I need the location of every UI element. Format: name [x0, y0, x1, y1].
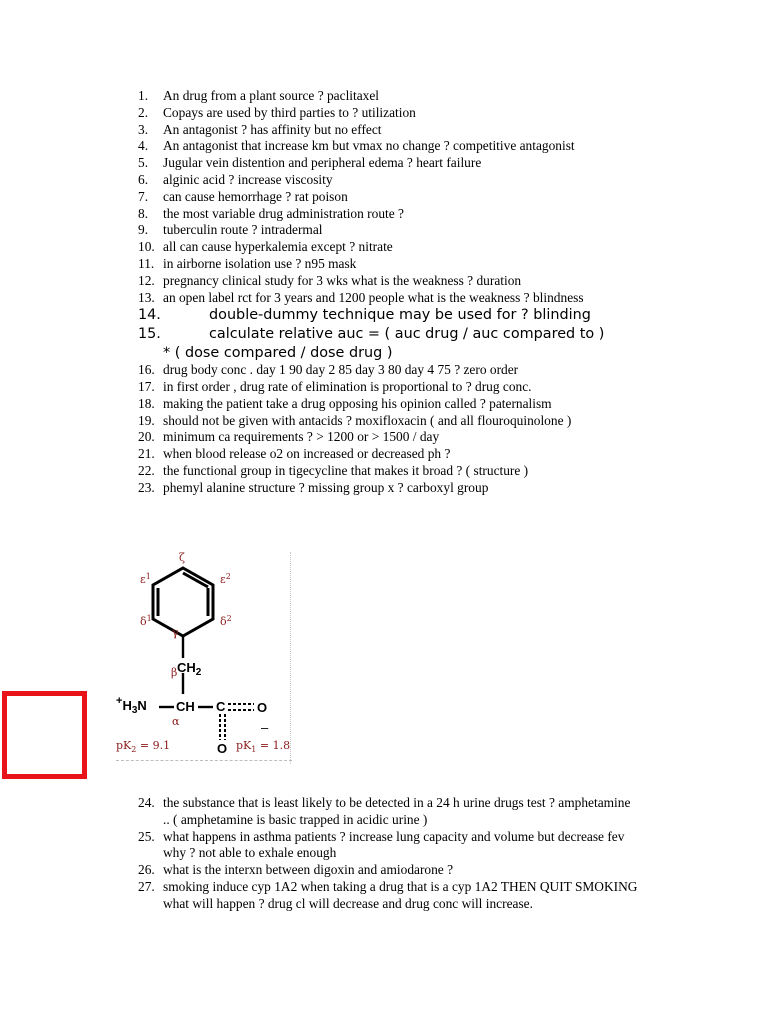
list-item: 25. what happens in asthma patients ? increase lung capacity and volume but decrease fev why ? not able to exhale enough — [138, 828, 625, 861]
list-item: 16. drug body conc . day 1 90 day 2 85 day 3 80 day 4 75 ? zero order — [138, 362, 519, 378]
list-item: 10. all can cause hyperkalemia except ? nitrate — [138, 239, 393, 255]
list-item: 6. alginic acid ? increase viscosity — [138, 171, 333, 187]
o-bottom-label: O — [217, 741, 228, 756]
list-item: 8. the most variable drug administration route ? — [138, 205, 404, 221]
list-item: 1. An drug from a plant source ? paclitaxel — [138, 88, 380, 103]
list-item: 13. an open label rct for 3 years and 1200 people what is the weakness ? blindness — [138, 289, 584, 305]
minus-charge: – — [261, 720, 269, 735]
epsilon1-label: $\varepsilon^1$ — [140, 572, 151, 586]
c-label: C — [216, 699, 226, 714]
beta-label: β — [171, 666, 178, 679]
delta1-label: $\delta^1$ — [140, 614, 152, 628]
delta2-label: $\delta^2$ — [220, 614, 232, 628]
list-item: 20. minimum ca requirements ? > 1200 or > 1500 / day — [138, 429, 440, 445]
question-list-bottom — [138, 795, 638, 913]
list-item: 23. phemyl alanine structure ? missing group x ? carboxyl group — [138, 479, 489, 495]
epsilon2-label: $\varepsilon^2$ — [220, 572, 231, 586]
structure-drawing — [110, 548, 294, 766]
red-highlight-box — [2, 691, 87, 779]
ring-hexagon — [153, 568, 213, 636]
list-item: 11. in airborne isolation use ? n95 mask — [138, 255, 357, 271]
phenylalanine-structure — [110, 548, 294, 766]
list-item-sans: 14. double-dummy technique may be used for ? blinding — [138, 307, 591, 324]
list-item: 17. in first order , drug rate of elimination is proportional to ? drug conc. — [138, 378, 532, 394]
question-list-top — [138, 88, 758, 497]
pk1-label: $pK_1 = 1.8$ — [236, 739, 291, 754]
o-top-label: O — [257, 700, 268, 715]
pk-labels — [116, 739, 290, 754]
list-item: 7. can cause hemorrhage ? rat poison — [138, 188, 348, 204]
alpha-label: α — [172, 715, 180, 728]
list-item-sans: 15. calculate relative auc = ( auc drug / auc compared to ) * ( dose compared / dose drug ) — [138, 325, 605, 361]
benzene-ring — [153, 568, 213, 636]
list-item: 5. Jugular vein distention and peripheral edema ? heart failure — [138, 155, 482, 171]
list-item: 2. Copays are used by third parties to ? utilization — [138, 104, 416, 120]
list-item: 27. smoking induce cyp 1A2 when taking a drug that is a cyp 1A2 THEN QUIT SMOKING what will happen ? drug cl will decrease and drug conc will increase. — [138, 878, 638, 911]
list-item: 21. when blood release o2 on increased or decreased ph ? — [138, 446, 451, 462]
ch-label: CH — [176, 699, 195, 714]
gamma-label: γ — [172, 626, 179, 639]
list-item: 24. the substance that is least likely to be detected in a 24 h urine drugs test ? amphetamine .. ( amphetamine is basic trapped in acidic urine ) — [138, 795, 631, 827]
pk2-label: $pK_2 = 9.1$ — [116, 739, 171, 754]
list-item: 22. the functional group in tigecycline that makes it broad ? ( structure ) — [138, 462, 529, 478]
h3n-label: $^+H_3N$ — [116, 695, 147, 716]
list-item: 12. pregnancy clinical study for 3 wks what is the weakness ? duration — [138, 272, 522, 288]
list-item: 19. should not be given with antacids ? moxifloxacin ( and all flouroquinolone ) — [138, 412, 572, 428]
list-item: 4. An antagonist that increase km but vmax no change ? competitive antagonist — [138, 138, 575, 154]
zeta-label: ζ — [179, 551, 185, 564]
list-item: 9. tuberculin route ? intradermal — [138, 222, 323, 238]
list-item: 26. what is the interxn between digoxin and amiodarone ? — [138, 862, 454, 878]
list-item: 3. An antagonist ? has affinity but no effect — [138, 121, 382, 137]
list-item: 18. making the patient take a drug opposing his opinion called ? paternalism — [138, 395, 552, 411]
ch2-label: $CH_2$ — [177, 660, 202, 678]
